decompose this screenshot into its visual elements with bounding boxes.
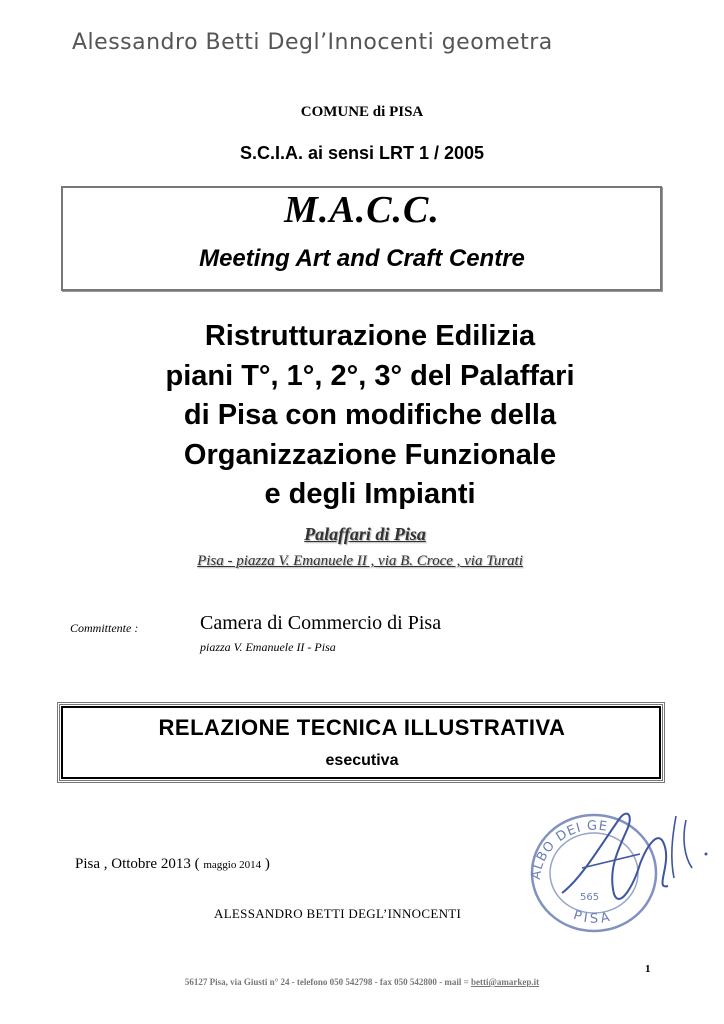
main-title-line: di Pisa con modifiche della [183,399,557,431]
page-number: 1 [645,963,651,975]
report-title: RELAZIONE TECNICA ILLUSTRATIVA [158,715,566,740]
location-address: Pisa - piazza V. Emanuele II , via B. Croce , via Turati [197,553,523,569]
client-name: Camera di Commercio di Pisa [200,612,442,634]
date-main: Pisa , Ottobre 2013 ( [75,856,204,872]
author-header: Alessandro Betti Degl’Innocenti geometra [72,30,553,55]
project-full-name: Meeting Art and Craft Centre [199,245,525,272]
client-address: piazza V. Emanuele II - Pisa [200,640,336,654]
stamp-number: 565 [580,892,600,903]
date-revision: maggio 2014 [203,859,262,871]
footer-contacts [0,977,724,987]
main-title-line: piani T°, 1°, 2°, 3° del Palaffari [165,359,575,392]
client-label: Committente : [70,621,139,635]
report-subtitle: esecutiva [325,752,399,769]
main-title [80,317,660,515]
stamp-top-text: ALBO DEI GE [528,818,609,881]
municipality-label: COMUNE di PISA [300,104,424,120]
main-title-line: Organizzazione Funzionale [183,438,557,471]
scia-reference: S.C.I.A. ai sensi LRT 1 / 2005 [239,143,485,163]
stamp-bottom-text: PISA [571,907,615,927]
location-name: Palaffari di Pisa [304,524,426,544]
document-date [75,856,270,873]
main-title-line: e degli Impianti [264,478,476,510]
project-acronym: M.A.C.C. [284,189,440,231]
footer-text: 56127 Pisa, via Giusti n° 24 - telefono 050 542798 - fax 050 542800 - mail = [184,977,472,987]
footer-email-link[interactable]: betti@amarkep.it [471,977,540,987]
main-title-line: Ristrutturazione Edilizia [204,320,536,352]
professional-stamp-signature [522,798,712,948]
signer-name: ALESSANDRO BETTI DEGL’INNOCENTI [214,906,462,921]
date-close: ) [261,856,270,872]
